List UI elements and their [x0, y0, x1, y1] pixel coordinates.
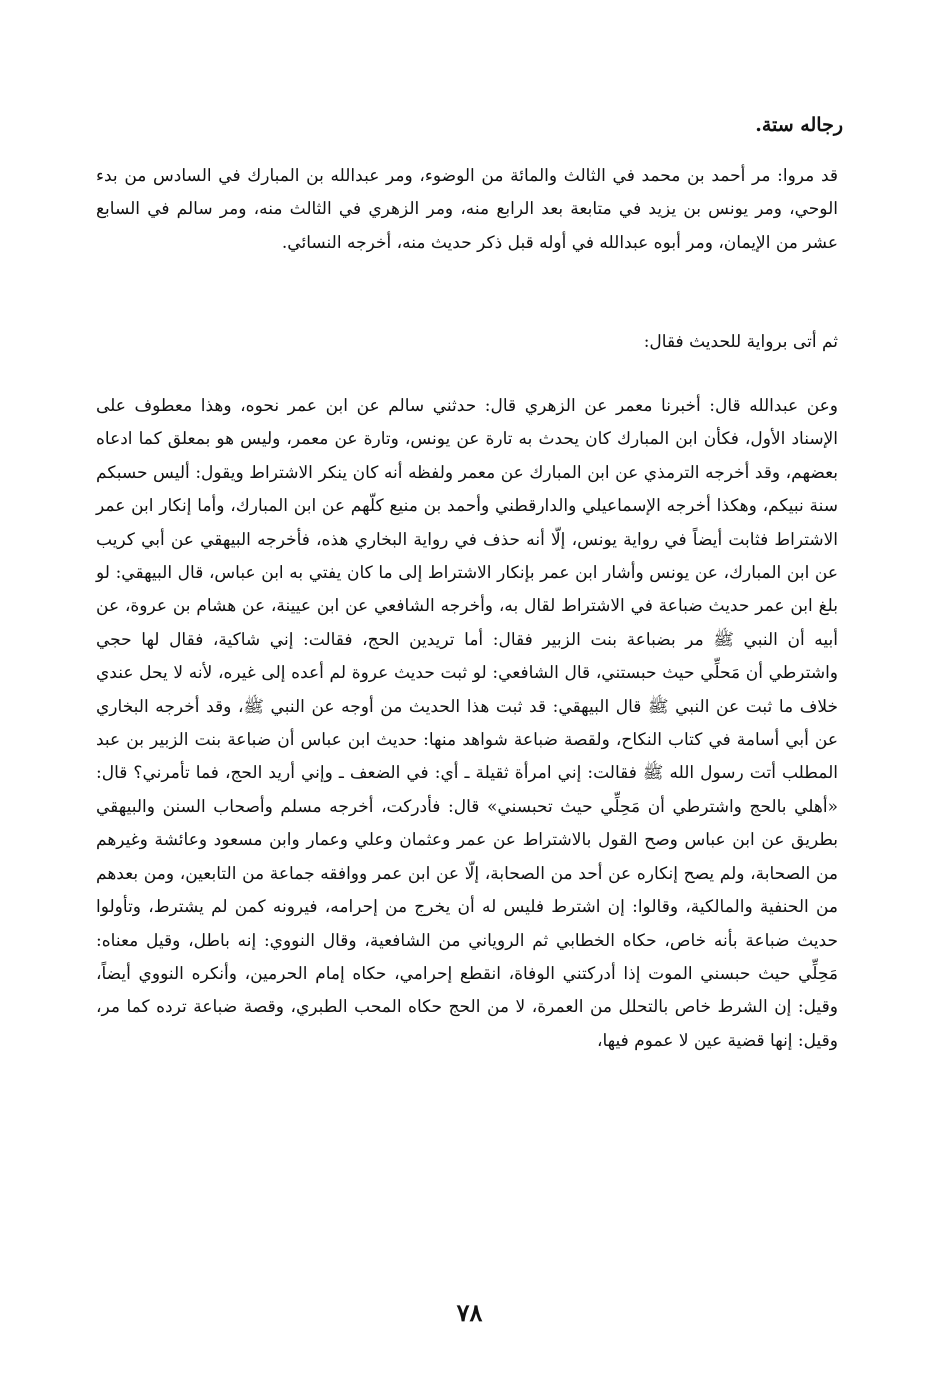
paragraph-commentary: وعن عبدالله قال: أخبرنا معمر عن الزهري قال: حدثني سالم عن ابن عمر نحوه، وهذا معطوف على الإسناد الأول، فكأن ابن المبارك كان يحدث به تارة عن يونس، وتارة عن معمر، وليس هو بمعلق كما ادعاه بعضهم، وقد أخرجه الترمذي عن ابن المبارك عن معمر ولفظه أنه كان ينكر الاشتراط ويقول: أليس حسبكم سنة نبيكم، وهكذا أخرجه الإسماعيلي والدارقطني وأحمد بن منيع كلّهم عن ابن المبارك، وأما إنكار ابن عمر الاشتراط فثابت أيضاً في رواية يونس، إلّا أنه حذف في رواية البخاري هذه، فأخرجه البيهقي عن أبي كريب عن ابن المبارك، عن يونس وأشار ابن عمر بإنكار الاشتراط إلى ما كان يفتي به ابن عباس، قال البيهقي: لو بلغ ابن عمر حديث ضباعة في الاشتراط لقال به، وأخرجه الشافعي عن ابن عيينة، عن هشام بن عروة، عن أبيه أن النبي ﷺ مر بضباعة بنت الزبير فقال: أما تريدين الحج، فقالت: إني شاكية، فقال لها حجي واشترطي أن مَحلِّي حيث حبستني، قال الشافعي: لو ثبت حديث عروة لم أعده إلى غيره، لأنه لا يحل عندي خلاف ما ثبت عن النبي ﷺ قال البيهقي: قد ثبت هذا الحديث من أوجه عن النبي ﷺ، وقد أخرجه البخاري عن أبي أسامة في كتاب النكاح، ولقصة ضباعة شواهد منها: حديث ابن عباس أن ضباعة بنت الزبير بن عبد المطلب أتت رسول الله ﷺ فقالت: إني امرأة ثقيلة ـ أي: في الضعف ـ وإني أريد الحج، فما تأمرني؟ قال: «أهلي بالحج واشترطي أن مَحِلِّي حيث تحبسني» قال: فأدركت، أخرجه مسلم وأصحاب السنن والبيهقي بطريق عن ابن عباس وصح القول بالاشتراط عن عمر وعثمان وعلي وعمار وابن مسعود وعائشة وغيرهم من الصحابة، ولم يصح إنكاره عن أحد من الصحابة، إلّا عن ابن عمر ووافقه جماعة من التابعين، ومن بعدهم من الحنفية والمالكية، وقالوا: إن اشترط فليس له أن يخرج من إحرامه، فيرونه كمن لم يشترط، وتأولوا حديث ضباعة بأنه خاص، حكاه الخطابي ثم الروياني من الشافعية، وقال النووي: إنه باطل، وقيل معناه: مَحِلِّي حيث حبسني الموت إذا أدركتني الوفاة، انقطع إحرامي، حكاه إمام الحرمين، وأنكره النووي أيضاً، وقيل: إن الشرط خاص بالتحلل من العمرة، لا من الحج حكاه المحب الطبري، وقصة ضباعة ترده كما مر، وقيل: إنها قضية عين لا عموم فيها، [96, 396, 838, 1051]
paragraph-narrators: قد مروا: مر أحمد بن محمد في الثالث والمائة من الوضوء، ومر عبدالله بن المبارك في السادس من بدء الوحي، ومر يونس بن يزيد في متابعة بعد الرابع منه، ومر الزهري في الثالث منه، ومر سالم في السابع عشر من الإيمان، ومر أبوه عبدالله في أوله قبل ذكر حديث منه، أخرجه النسائي. [96, 166, 838, 253]
page-number: ٧٨ [456, 1298, 483, 1327]
paragraph-intro: ثم أتى برواية للحديث فقال: [643, 332, 838, 352]
section-heading: رجاله ستة. [755, 114, 843, 136]
